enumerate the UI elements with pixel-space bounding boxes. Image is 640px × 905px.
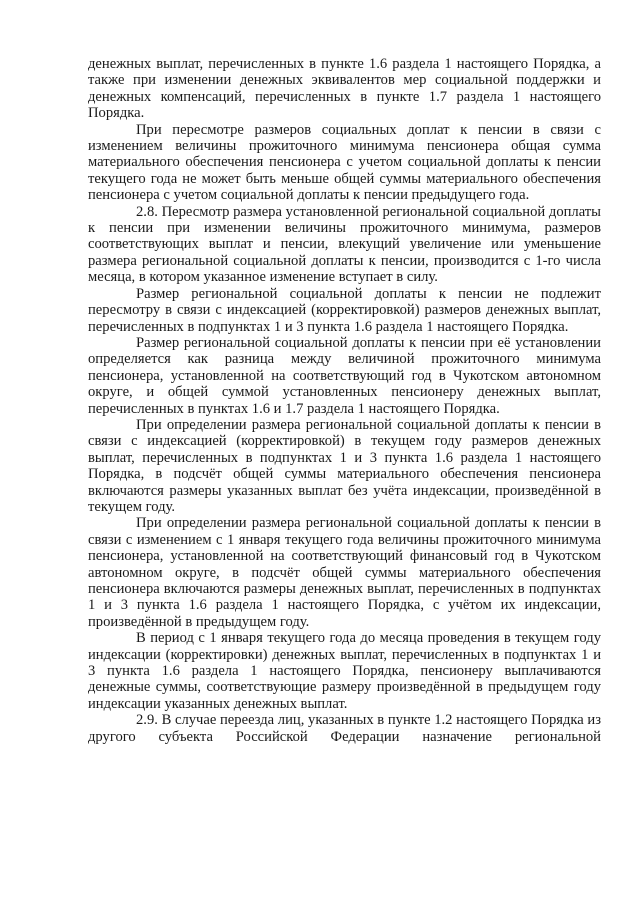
- paragraph-not-subject-to-review: Размер региональной социальной доплаты к пенсии не подлежит пересмотру в связи с индексацией (корректировкой) размеров денежных выплат, перечисленных в подпунктах 1 и 3 пункта 1.6 раздела 1 настоящего Порядка.: [88, 285, 601, 335]
- paragraph-recalculation-rule: При пересмотре размеров социальных доплат к пенсии в связи с изменением величины прожиточного минимума пенсионера общая сумма материального обеспечения пенсионера с учетом социальной доплаты к пенсии текущего года не может быть меньше общей суммы материального обеспечения пенсионера с учетом социальной доплаты к пенсии предыдущего года.: [88, 121, 601, 204]
- paragraph-january-period: В период с 1 января текущего года до месяца проведения в текущем году индексации (корректировки) денежных выплат, перечисленных в подпунктах 1 и 3 пункта 1.6 раздела 1 настоящего Порядка, пенсионеру выплачиваются денежные суммы, соответствующие размеру произведённой в предыдущем году индексации указанных денежных выплат.: [88, 630, 601, 712]
- paragraph-minimum-change-calculation: При определении размера региональной социальной доплаты к пенсии в связи с изменением с 1 января текущего года величины прожиточного минимума пенсионера, установленной на соответствующий финансовый год в Чукотском автономном округе, в подсчёт общей суммы материального обеспечения пенсионера включаются размеры денежных выплат, перечисленных в подпунктах 1 и 3 пункта 1.6 раздела 1 настоящего Порядка, с учётом их индексации, произведённой в предыдущем году.: [88, 515, 601, 630]
- paragraph-size-definition: Размер региональной социальной доплаты к пенсии при её установлении определяется как разница между величиной прожиточного минимума пенсионера, установленной на соответствующий год в Чукотском автономном округе, и общей суммой установленных пенсионеру денежных выплат, перечисленных в пунктах 1.6 и 1.7 раздела 1 настоящего Порядка.: [88, 334, 601, 417]
- paragraph-2-9: 2.9. В случае переезда лиц, указанных в пункте 1.2 настоящего Порядка из другого субъекта Российской Федерации назначение региональной: [88, 712, 601, 745]
- paragraph-indexation-calculation: При определении размера региональной социальной доплаты к пенсии в связи с индексацией (корректировкой) в текущем году размеров денежных выплат, перечисленных в подпунктах 1 и 3 пункта 1.6 раздела 1 настоящего Порядка, в подсчёт общей суммы материального обеспечения пенсионера включаются размеры указанных выплат без учёта индексации, произведённой в текущем году.: [88, 416, 601, 515]
- paragraph-2-8: 2.8. Пересмотр размера установленной региональной социальной доплаты к пенсии при изменении величины прожиточного минимума, размеров соответствующих выплат и пенсии, влекущий увеличение или уменьшение размера региональной социальной доплаты к пенсии, производится с 1-го числа месяца, в котором указанное изменение вступает в силу.: [88, 203, 601, 286]
- paragraph-continuation: денежных выплат, перечисленных в пункте 1.6 раздела 1 настоящего Порядка, а также при изменении денежных эквивалентов мер социальной поддержки и денежных компенсаций, перечисленных в пункте 1.7 раздела 1 настоящего Порядка.: [88, 56, 601, 122]
- document-page: [88, 56, 601, 745]
